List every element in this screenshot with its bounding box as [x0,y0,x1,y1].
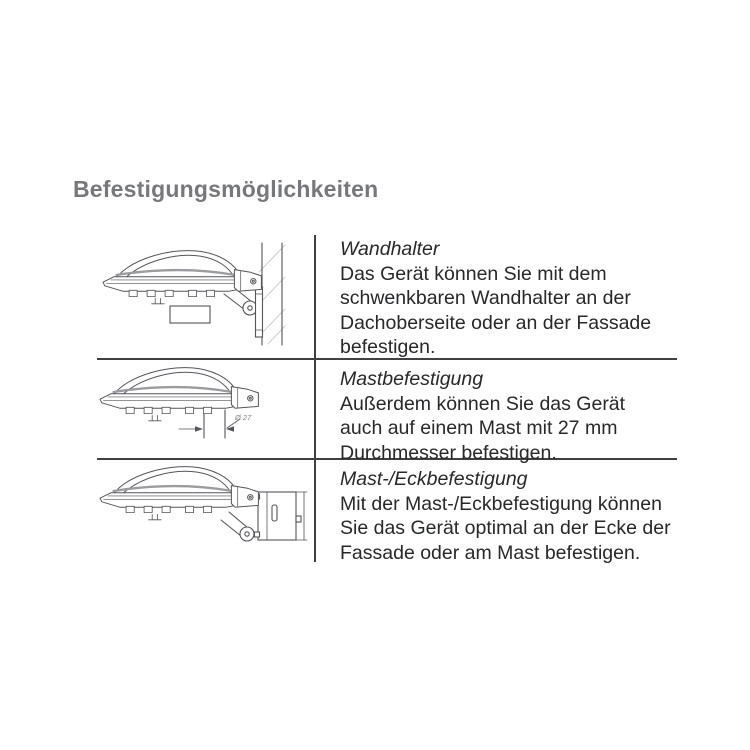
page-title: Befestigungsmöglichkeiten [73,176,379,202]
mast-mount-illustration [95,360,320,460]
row-wandhalter-text [340,237,680,360]
label-plate [170,306,210,323]
row-body-line: befestigen. [340,336,436,358]
swivel-arm [221,512,254,541]
row-mastbefestigung-text [340,367,680,465]
mast-dimension [179,419,240,432]
row-mast-eckbefestigung-text [340,467,680,565]
row-title: Wandhalter [340,238,440,260]
corner-bracket-plate [255,492,302,540]
row-body-line: Fassade oder am Mast befestigen. [340,541,641,564]
row-body-line: Durchmesser befestigen. [340,441,557,464]
row-body-line: Sie das Gerät optimal an der Ecke der [340,517,671,539]
antenna-drawing [103,251,261,304]
diameter-annotation: Ø 27 [235,413,252,422]
row-title: Mast-/Eckbefestigung [340,468,528,490]
wall-bracket-plate [256,287,263,337]
row-body-line: Außerdem können Sie das Gerät [340,392,626,415]
corner-mount-illustration [95,462,320,562]
mast-lines [204,410,225,438]
antenna-drawing [100,467,258,520]
row-body-line: Dachoberseite oder an der Fassade [340,311,652,334]
row-body-line: Mit der Mast-/Eckbefestigung können [340,492,662,515]
row-title: Mastbefestigung [340,368,484,390]
row-body-line: schwenkbaren Wandhalter an der [340,287,631,309]
wall-mount-illustration [95,228,320,360]
row-body-line: Das Gerät können Sie mit dem [340,262,607,285]
row-body-line: auch auf einem Mast mit 27 mm [340,417,618,439]
